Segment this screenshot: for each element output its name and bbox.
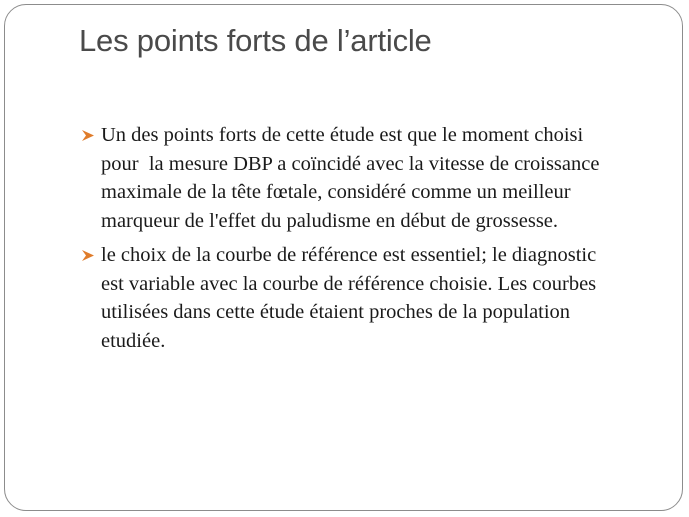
bullet-text xyxy=(101,121,661,235)
bullet-line: le choix de la courbe de référence est essentiel; le diagnostic xyxy=(101,244,597,266)
bullet-line: marqueur de l'effet du paludisme en début de grossesse. xyxy=(101,209,559,232)
bullet-line: est variable avec la courbe de référence choisie. Les courbes xyxy=(101,272,597,295)
slide-title: Les points forts de l’article xyxy=(79,23,432,58)
arrow-right-icon xyxy=(81,129,95,142)
slide xyxy=(4,4,683,511)
arrow-right-icon xyxy=(81,249,95,262)
bullet-line: maximale de la tête fœtale, considéré comme un meilleur xyxy=(101,181,571,203)
bullet-item xyxy=(81,241,661,355)
bullet-line: etudiée. xyxy=(101,329,166,352)
bullet-item xyxy=(81,121,661,235)
bullet-line: utilisées dans cette étude étaient proches de la population xyxy=(101,301,571,323)
bullet-line: pour la mesure DBP a coïncidé avec la vitesse de croissance xyxy=(101,152,600,175)
bullet-text xyxy=(101,241,661,355)
bullet-list xyxy=(81,121,661,361)
bullet-line: Un des points forts de cette étude est que le moment choisi xyxy=(101,124,584,146)
